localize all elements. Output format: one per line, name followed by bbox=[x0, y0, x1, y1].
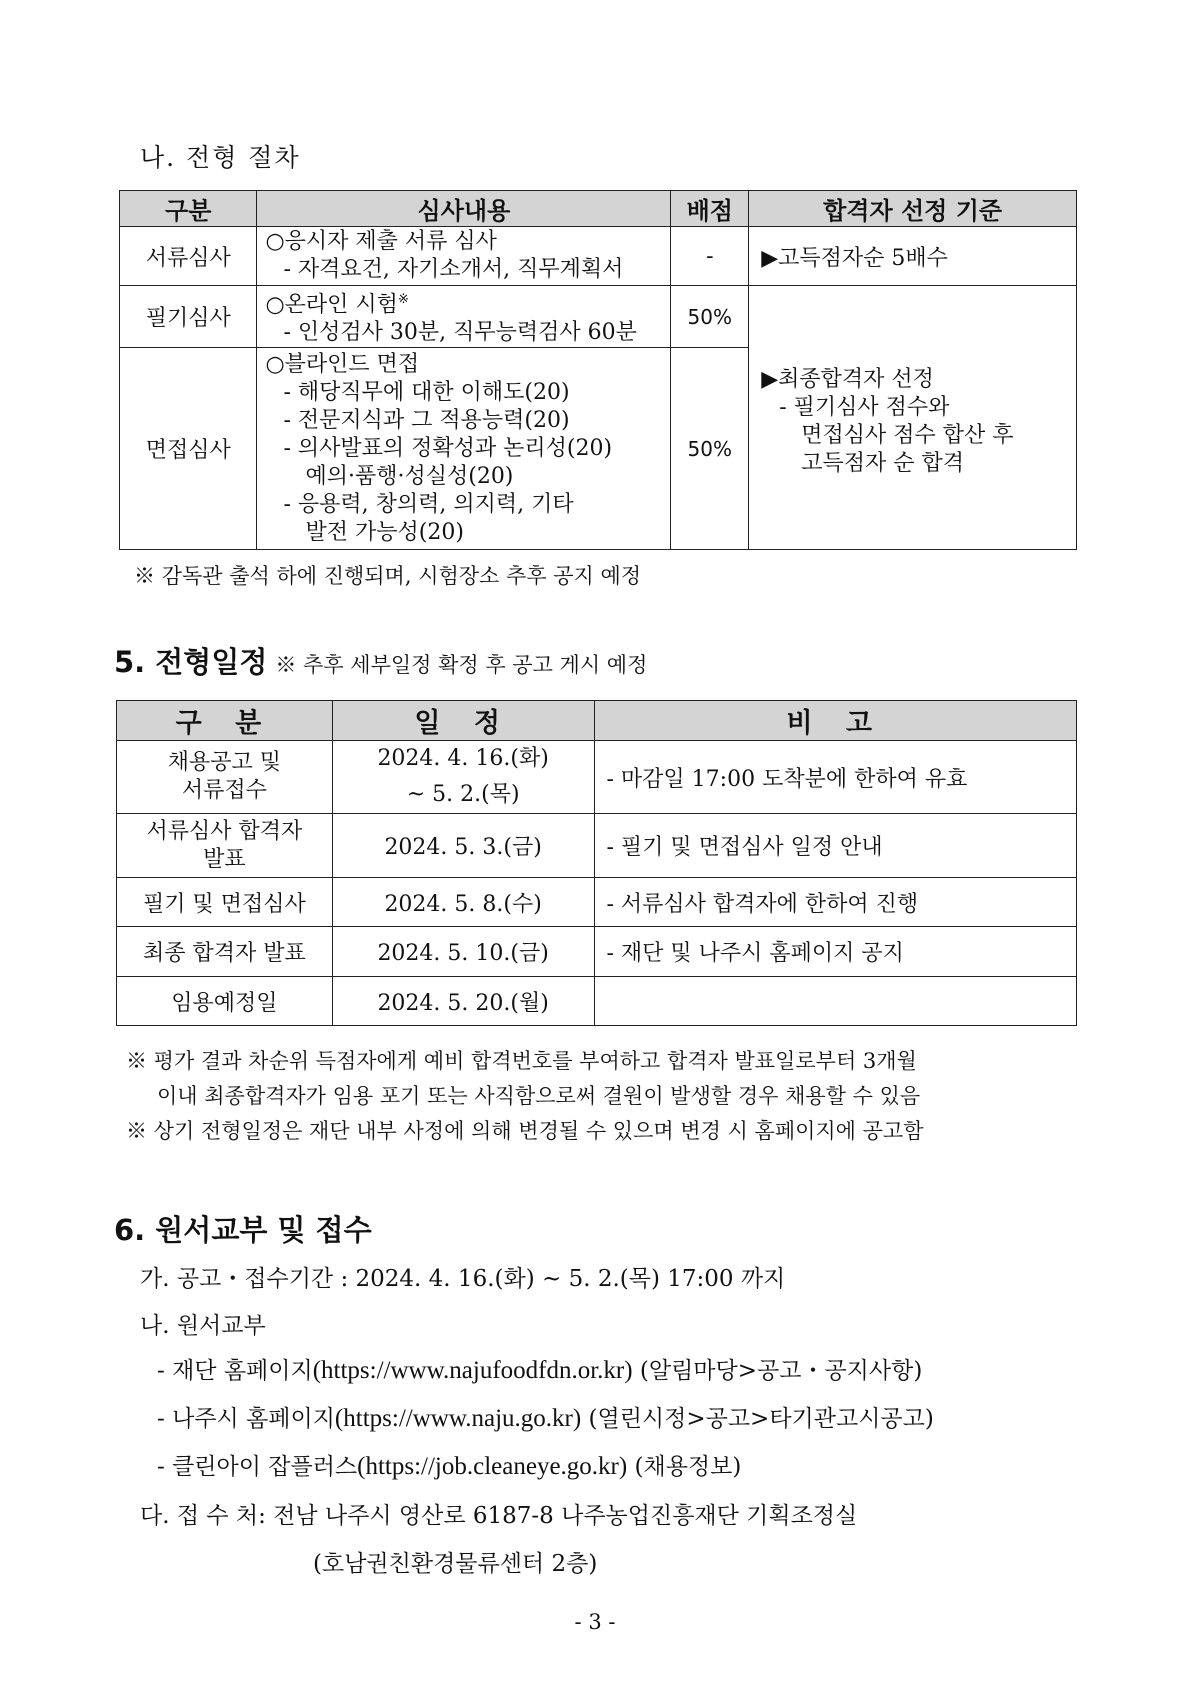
content-line: 예의·품행·성실성(20) bbox=[305, 463, 514, 489]
naju-homepage-link[interactable]: (https://www.naju.go.kr) bbox=[334, 1405, 582, 1432]
table-row bbox=[117, 878, 1077, 927]
link-prefix: - 나주시 홈페이지 bbox=[157, 1406, 335, 1432]
schedule-note-3: ※ 상기 전형일정은 재단 내부 사정에 의해 변경될 수 있으며 변경 시 홈페이지에 공고함 bbox=[126, 1119, 924, 1143]
schedule-header-stage: 구 분 bbox=[117, 701, 333, 741]
table-row bbox=[117, 977, 1077, 1026]
application-period: 가. 공고・접수기간 : 2024. 4. 16.(화) ~ 5. 2.(목) 17:00 까지 bbox=[140, 1266, 786, 1292]
procedure-heading: 나. 전형 절차 bbox=[140, 143, 301, 172]
content-line: ○응시자 제출 서류 심사 bbox=[265, 229, 497, 254]
page-number: - 3 - bbox=[574, 1610, 616, 1634]
content-line: ○온라인 시험 bbox=[265, 292, 398, 318]
link-prefix: - 클린아이 잡플러스 bbox=[157, 1454, 358, 1480]
date-line: ~ 5. 2.(목) bbox=[406, 782, 520, 807]
schedule-remark: - 서류심사 합격자에 한하여 진행 bbox=[594, 878, 1077, 927]
criteria-document: ▶고득점자순 5배수 bbox=[749, 227, 1077, 286]
procedure-header-content: 심사내용 bbox=[257, 191, 671, 227]
stage-line: 서류심사 합격자 bbox=[146, 818, 303, 844]
schedule-stage: 필기 및 면접심사 bbox=[117, 878, 333, 927]
schedule-remark: - 마감일 17:00 도착분에 한하여 유효 bbox=[594, 741, 1077, 814]
schedule-stage: 최종 합격자 발표 bbox=[117, 927, 333, 977]
application-office-detail: (호남권친환경물류센터 2층) bbox=[313, 1551, 598, 1577]
schedule-note-2: 이내 최종합격자가 임용 포기 또는 사직함으로써 결원이 발생할 경우 채용할 수 있음 bbox=[157, 1084, 921, 1108]
application-office: 다. 접 수 처: 전남 나주시 영산로 6187-8 나주농업진흥재단 기획조정실 bbox=[140, 1503, 858, 1529]
schedule-title: 5. 전형일정 bbox=[114, 645, 268, 679]
schedule-remark bbox=[594, 977, 1077, 1026]
content-line: - 의사발표의 정확성과 논리성(20) bbox=[283, 435, 613, 461]
content-line: - 자격요건, 자기소개서, 직무계획서 bbox=[283, 257, 624, 282]
date-line: 2024. 4. 16.(화) bbox=[377, 746, 549, 771]
link-cleaneye bbox=[157, 1448, 741, 1481]
stage-interview: 면접심사 bbox=[120, 348, 257, 550]
schedule-date: 2024. 5. 8.(수) bbox=[332, 878, 594, 927]
application-title: 6. 원서교부 및 접수 bbox=[114, 1213, 372, 1247]
stage-line: 서류접수 bbox=[181, 778, 267, 803]
procedure-table bbox=[119, 190, 1077, 550]
content-line: - 응용력, 창의력, 의지력, 기타 bbox=[283, 491, 574, 517]
content-line: - 인성검사 30분, 직무능력검사 60분 bbox=[283, 320, 637, 346]
procedure-header-criteria: 합격자 선정 기준 bbox=[749, 191, 1077, 227]
schedule-note-1: ※ 평가 결과 차순위 득점자에게 예비 합격번호를 부여하고 합격자 발표일로부터 3개월 bbox=[126, 1049, 917, 1073]
criteria-final bbox=[749, 286, 1077, 550]
procedure-note: ※ 감독관 출석 하에 진행되며, 시험장소 추후 공지 예정 bbox=[134, 564, 642, 588]
stage-written: 필기심사 bbox=[120, 286, 257, 348]
stage-document: 서류심사 bbox=[120, 227, 257, 286]
score-written: 50% bbox=[671, 286, 749, 348]
schedule-date: 2024. 5. 10.(금) bbox=[332, 927, 594, 977]
schedule-table bbox=[116, 700, 1077, 1026]
criteria-line: 고득점자 순 합격 bbox=[801, 450, 964, 476]
forms-heading: 나. 원서교부 bbox=[140, 1313, 266, 1339]
link-foundation bbox=[157, 1352, 922, 1385]
schedule-header-date: 일 정 bbox=[332, 701, 594, 741]
table-row bbox=[117, 927, 1077, 977]
criteria-line: ▶최종합격자 선정 bbox=[761, 366, 934, 392]
content-line: 발전 가능성(20) bbox=[305, 519, 464, 545]
cleaneye-link[interactable]: (https://job.cleaneye.go.kr) bbox=[357, 1453, 628, 1480]
content-document bbox=[257, 227, 671, 286]
foundation-homepage-link[interactable]: (https://www.najufoodfdn.or.kr) bbox=[312, 1357, 633, 1384]
link-prefix: - 재단 홈페이지 bbox=[157, 1358, 313, 1384]
reference-mark: ※ bbox=[397, 292, 409, 307]
schedule-date: 2024. 5. 20.(월) bbox=[332, 977, 594, 1026]
procedure-header-stage: 구분 bbox=[120, 191, 257, 227]
link-suffix: (채용정보) bbox=[634, 1454, 742, 1480]
link-suffix: (열린시정>공고>타기관고시공고) bbox=[588, 1406, 934, 1432]
score-interview: 50% bbox=[671, 348, 749, 550]
schedule-date: 2024. 5. 3.(금) bbox=[332, 814, 594, 878]
criteria-line: 면접심사 점수 합산 후 bbox=[801, 422, 1014, 448]
schedule-title-note: ※ 추후 세부일정 확정 후 공고 게시 예정 bbox=[275, 653, 648, 677]
score-document: - bbox=[671, 227, 749, 286]
schedule-date bbox=[332, 741, 594, 814]
content-line: ○블라인드 면접 bbox=[265, 351, 420, 377]
content-written bbox=[257, 286, 671, 348]
schedule-stage bbox=[117, 814, 333, 878]
link-suffix: (알림마당>공고・공지사항) bbox=[639, 1358, 923, 1384]
link-naju bbox=[157, 1400, 934, 1433]
procedure-header-score: 배점 bbox=[671, 191, 749, 227]
content-line: - 전문지식과 그 적용능력(20) bbox=[283, 407, 570, 433]
schedule-remark: - 재단 및 나주시 홈페이지 공지 bbox=[594, 927, 1077, 977]
table-row bbox=[117, 814, 1077, 878]
schedule-stage: 임용예정일 bbox=[117, 977, 333, 1026]
stage-line: 발표 bbox=[203, 846, 246, 872]
criteria-line: - 필기심사 점수와 bbox=[779, 394, 950, 420]
content-line: - 해당직무에 대한 이해도(20) bbox=[283, 379, 570, 405]
table-row bbox=[117, 741, 1077, 814]
schedule-stage bbox=[117, 741, 333, 814]
schedule-header-remark: 비 고 bbox=[594, 701, 1077, 741]
schedule-title-row bbox=[114, 640, 647, 681]
content-interview bbox=[257, 348, 671, 550]
stage-line: 채용공고 및 bbox=[167, 750, 282, 775]
schedule-remark: - 필기 및 면접심사 일정 안내 bbox=[594, 814, 1077, 878]
